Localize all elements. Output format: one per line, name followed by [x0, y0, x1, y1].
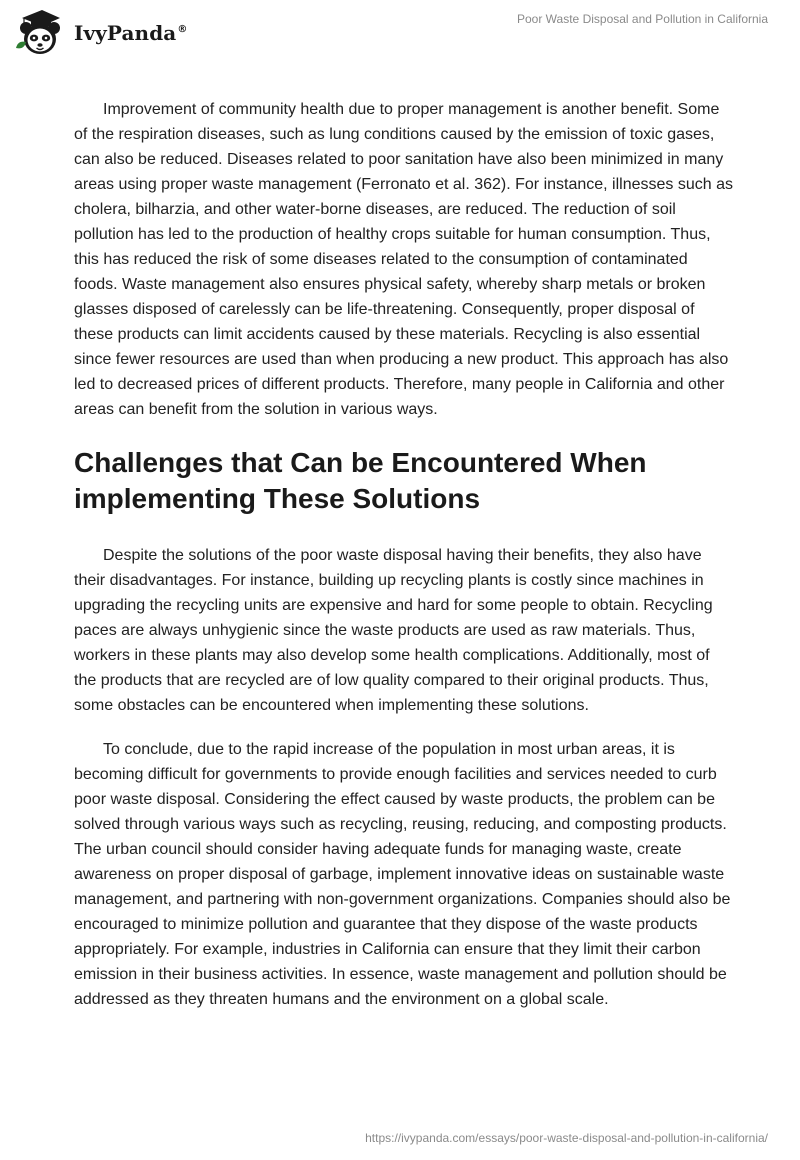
registered-mark: ®	[177, 24, 188, 36]
source-url[interactable]: https://ivypanda.com/essays/poor-waste-disposal-and-pollution-in-california/	[365, 1131, 768, 1145]
paragraph: Improvement of community health due to proper management is another benefit. Some of the respiration diseases, such as lung conditions caused by the emission of toxic gases, can also be reduced. Diseases related to poor sanitation have also been minimized in many areas using proper waste management (Ferronato et al. 362). For instance, illnesses such as cholera, bilharzia, and other water-borne diseases, are reduced. The reduction of soil pollution has led to the production of healthy crops suitable for human consumption. Thus, this has reduced the risk of some diseases related to the consumption of contaminated foods. Waste management also ensures physical safety, whereby sharp metals or broken glasses disposed of carelessly can be life-threatening. Consequently, proper disposal of these products can limit accidents caused by these materials. Recycling is also essential since fewer resources are used than when producing a new product. This approach has also led to decreased prices of different products. Therefore, many people in California and other areas can benefit from the solution in various ways.	[74, 101, 733, 418]
page-header	[0, 0, 800, 64]
paragraph: Despite the solutions of the poor waste disposal having their benefits, they also have their disadvantages. For instance, building up recycling plants is costly since machines in upgrading the recycling units are expensive and hard for some people to obtain. Recycling paces are always unhygienic since the waste products are used as raw materials. Thus, workers in these plants may also develop some health complications. Additionally, most of the products that are recycled are of low quality compared to their original products. Thus, some obstacles can be encountered when implementing these solutions.	[74, 547, 713, 714]
document-title: Poor Waste Disposal and Pollution in California	[516, 12, 768, 26]
essay-body	[74, 97, 734, 1012]
ivypanda-logo[interactable]	[14, 8, 187, 58]
section-heading: Challenges that Can be Encountered When implementing These Solutions	[74, 447, 647, 514]
paragraph: To conclude, due to the rapid increase of the population in most urban areas, it is becoming difficult for governments to provide enough facilities and services needed to curb poor waste disposal. Considering the effect caused by waste products, the problem can be solved through various ways such as recycling, reusing, reducing, and composting products. The urban council should consider having adequate funds for managing waste, create awareness on proper disposal of garbage, implement innovative ideas on sustainable waste management, and partnering with non-government organizations. Companies should also be encouraged to minimize pollution and guarantee that they dispose of the waste products appropriately. For example, industries in California can ensure that they limit their carbon emission in their business activities. In essence, waste management and pollution should be addressed as they threaten humans and the environment on a global scale.	[74, 741, 731, 1008]
logo-wordmark: IvyPanda®	[74, 21, 188, 45]
panda-graduation-cap-icon	[14, 8, 66, 58]
